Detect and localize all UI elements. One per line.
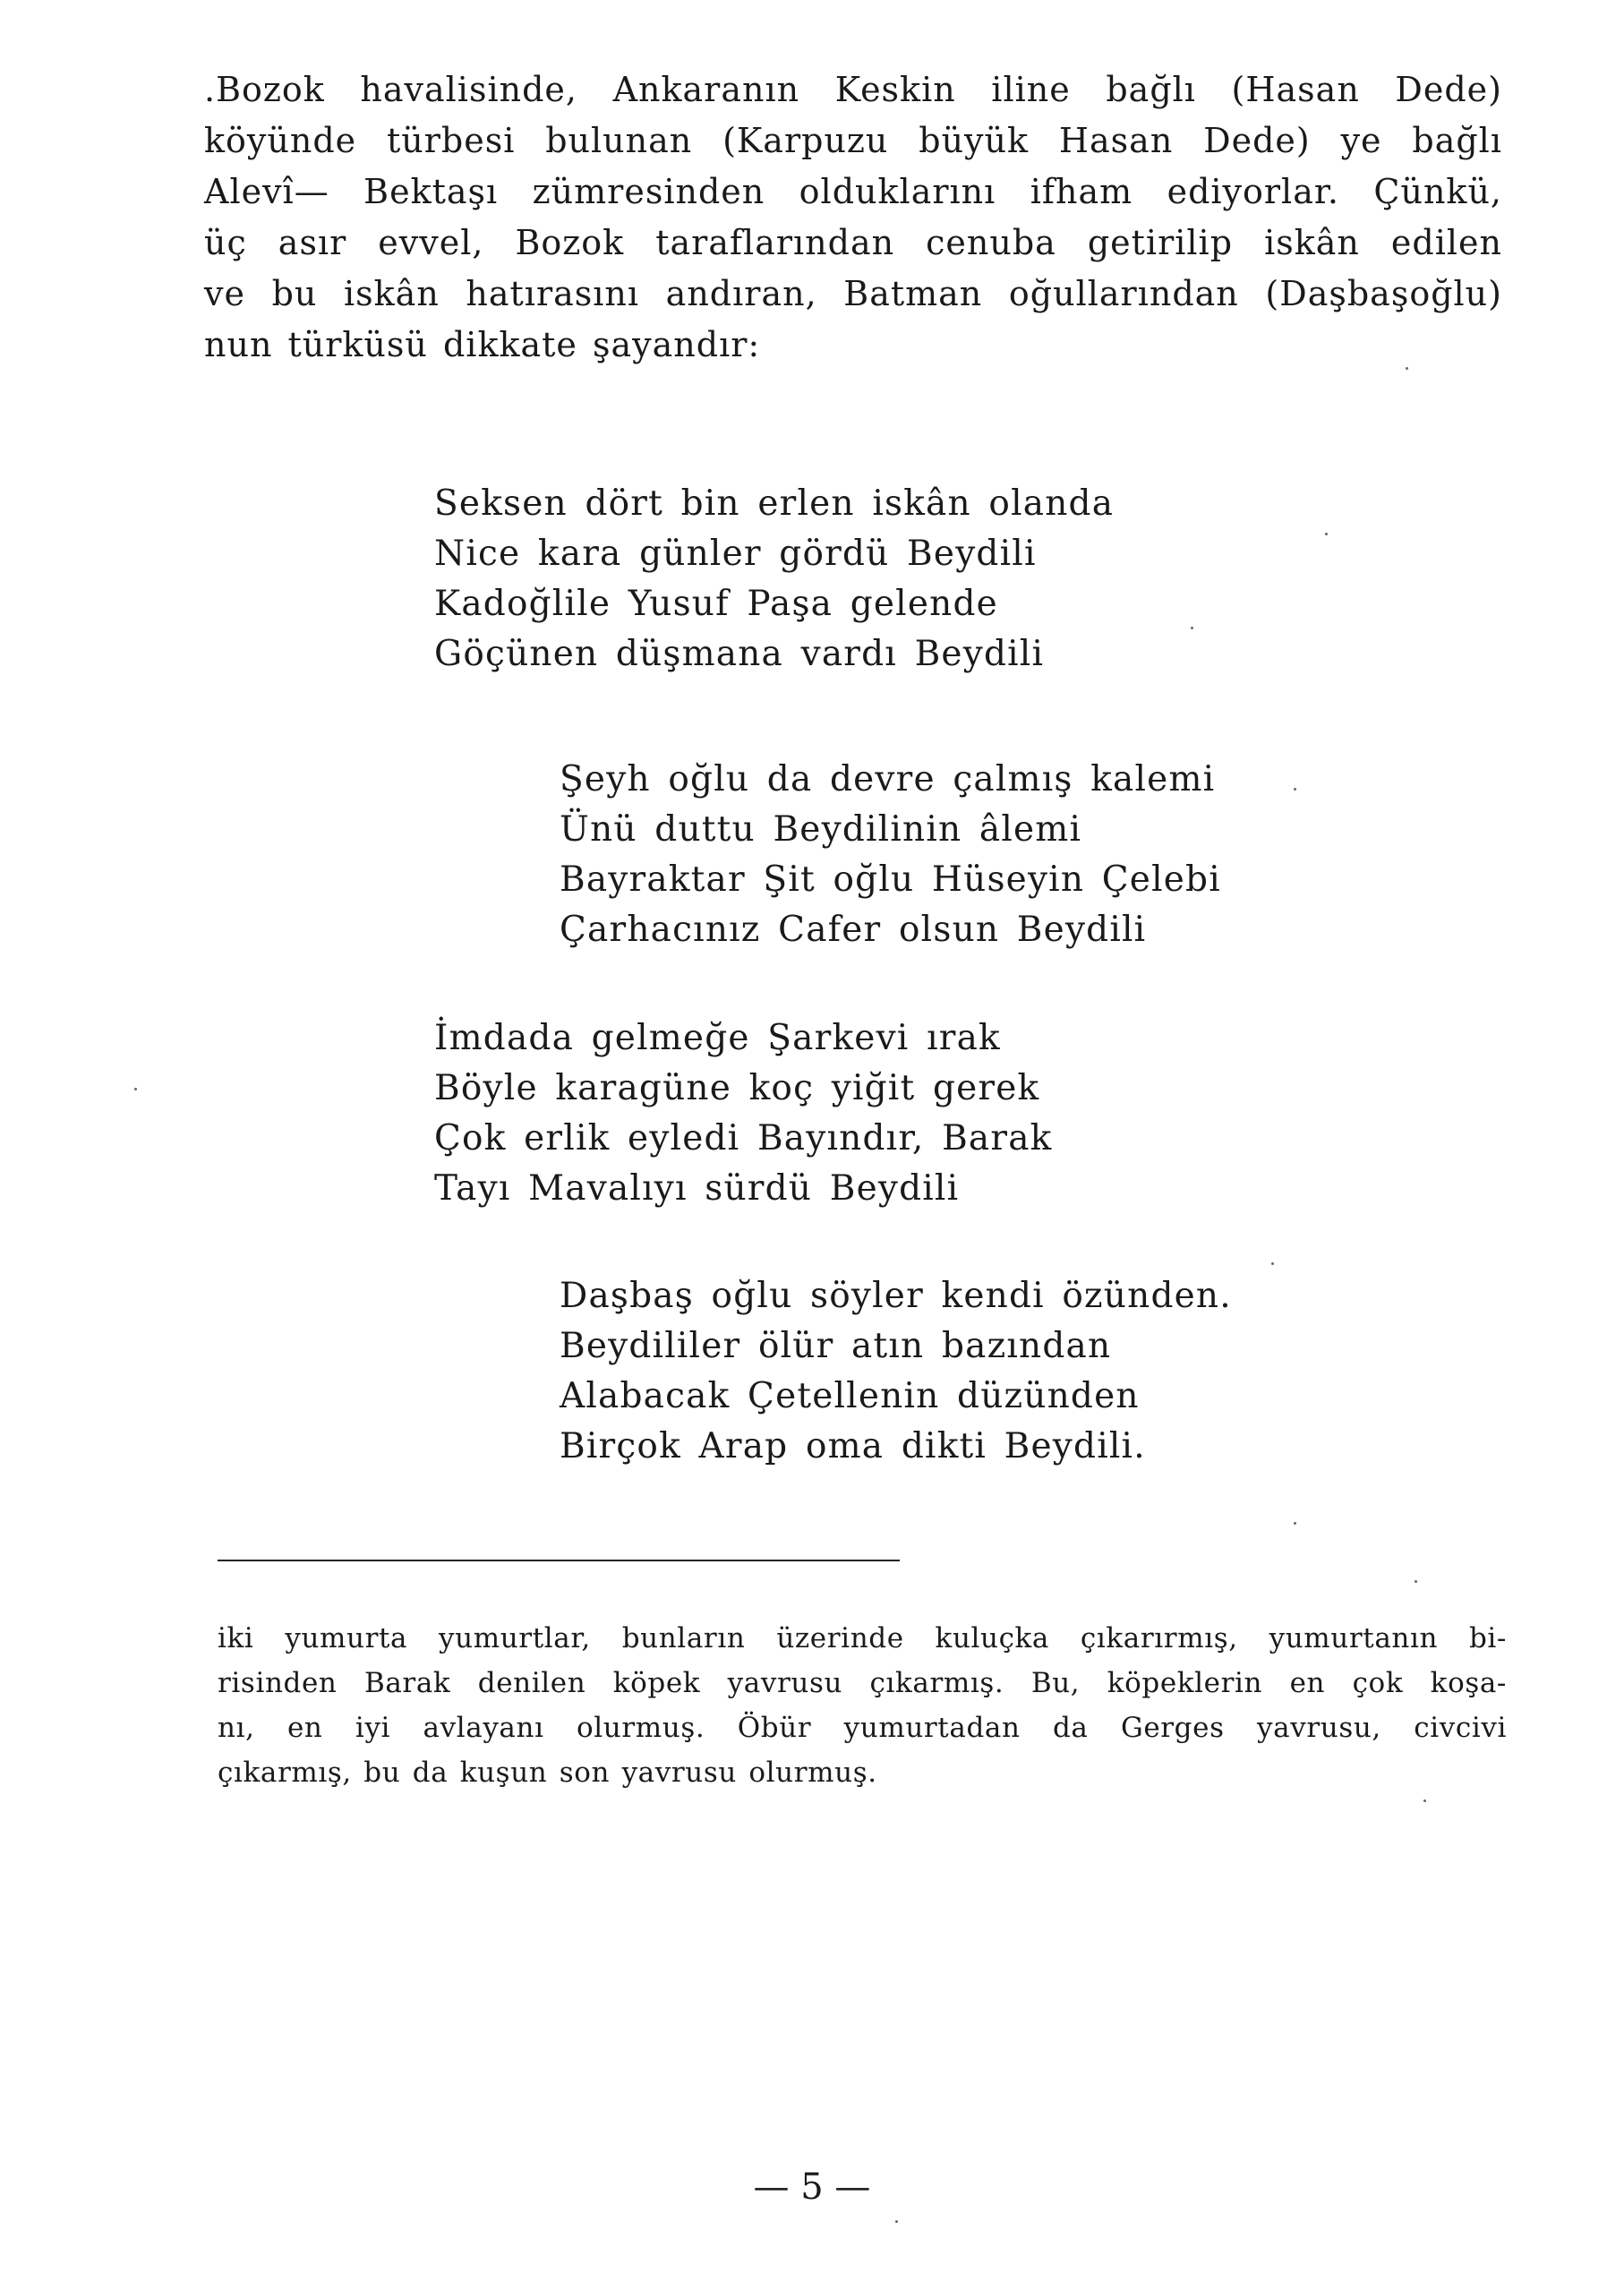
footnote-line: nı, en iyi avlayanı olurmuş. Öbür yumurtadan da Gerges yavrusu, civcivi: [218, 1712, 1507, 1744]
intro-line: ve bu iskân hatırasını andıran, Batman oğullarından (Daşbaşoğlu): [204, 274, 1502, 313]
verse-line: Çarhacınız Cafer olsun Beydili: [560, 910, 1147, 950]
scan-speck: [1271, 1262, 1274, 1265]
intro-line: üç asır evvel, Bozok taraflarından cenuba getirilip iskân edilen: [204, 223, 1502, 262]
verse-line: Seksen dört bin erlen iskân olanda: [434, 483, 1115, 524]
verse-line: Kadoğlile Yusuf Paşa gelende: [434, 584, 998, 624]
scan-speck: [895, 2220, 898, 2223]
page-number: — 5 —: [753, 2167, 871, 2208]
scan-speck: [1423, 1800, 1426, 1802]
scan-speck: [1325, 533, 1328, 535]
footnote-line: risinden Barak denilen köpek yavrusu çıkarmış. Bu, köpeklerin en çok koşa-: [218, 1667, 1507, 1699]
intro-line: köyünde türbesi bulunan (Karpuzu büyük Hasan Dede) ye bağlı: [204, 121, 1502, 160]
footnote-line: çıkarmış, bu da kuşun son yavrusu olurmuş.: [218, 1757, 877, 1789]
verse-line: Nice kara günler gördü Beydili: [434, 534, 1037, 574]
verse-line: Alabacak Çetellenin düzünden: [560, 1376, 1140, 1416]
verse-line: Göçünen düşmana vardı Beydili: [434, 634, 1045, 674]
verse-line: Tayı Mavalıyı sürdü Beydili: [434, 1168, 960, 1209]
scan-speck: [1406, 367, 1408, 370]
scan-speck: [1294, 1522, 1296, 1525]
verse-line: Şeyh oğlu da devre çalmış kalemi: [560, 759, 1216, 799]
intro-line: Alevî— Bektaşı zümresinden olduklarını ifham ediyorlar. Çünkü,: [204, 172, 1502, 211]
verse-line: İmdada gelmeğe Şarkevi ırak: [434, 1018, 1001, 1058]
scan-speck: [1415, 1580, 1417, 1583]
verse-line: Ünü duttu Beydilinin âlemi: [560, 809, 1082, 850]
scan-speck: [1191, 627, 1193, 629]
scan-speck: [134, 1088, 137, 1090]
verse-line: Birçok Arap oma dikti Beydili.: [560, 1426, 1146, 1466]
scan-speck: [1294, 788, 1296, 791]
intro-line: nun türküsü dikkate şayandır:: [204, 325, 761, 364]
footnote-line: iki yumurta yumurtlar, bunların üzerinde kuluçka çıkarırmış, yumurtanın bi-: [218, 1622, 1507, 1654]
footnote-divider: [218, 1560, 900, 1561]
verse-line: Böyle karagüne koç yiğit gerek: [434, 1068, 1040, 1108]
verse-line: Çok erlik eyledi Bayındır, Barak: [434, 1118, 1053, 1158]
verse-line: Beydililer ölür atın bazından: [560, 1326, 1112, 1366]
verse-line: Daşbaş oğlu söyler kendi özünden.: [560, 1276, 1232, 1316]
verse-line: Bayraktar Şit oğlu Hüseyin Çelebi: [560, 859, 1221, 900]
intro-line: .Bozok havalisinde, Ankaranın Keskin iline bağlı (Hasan Dede): [204, 70, 1502, 109]
